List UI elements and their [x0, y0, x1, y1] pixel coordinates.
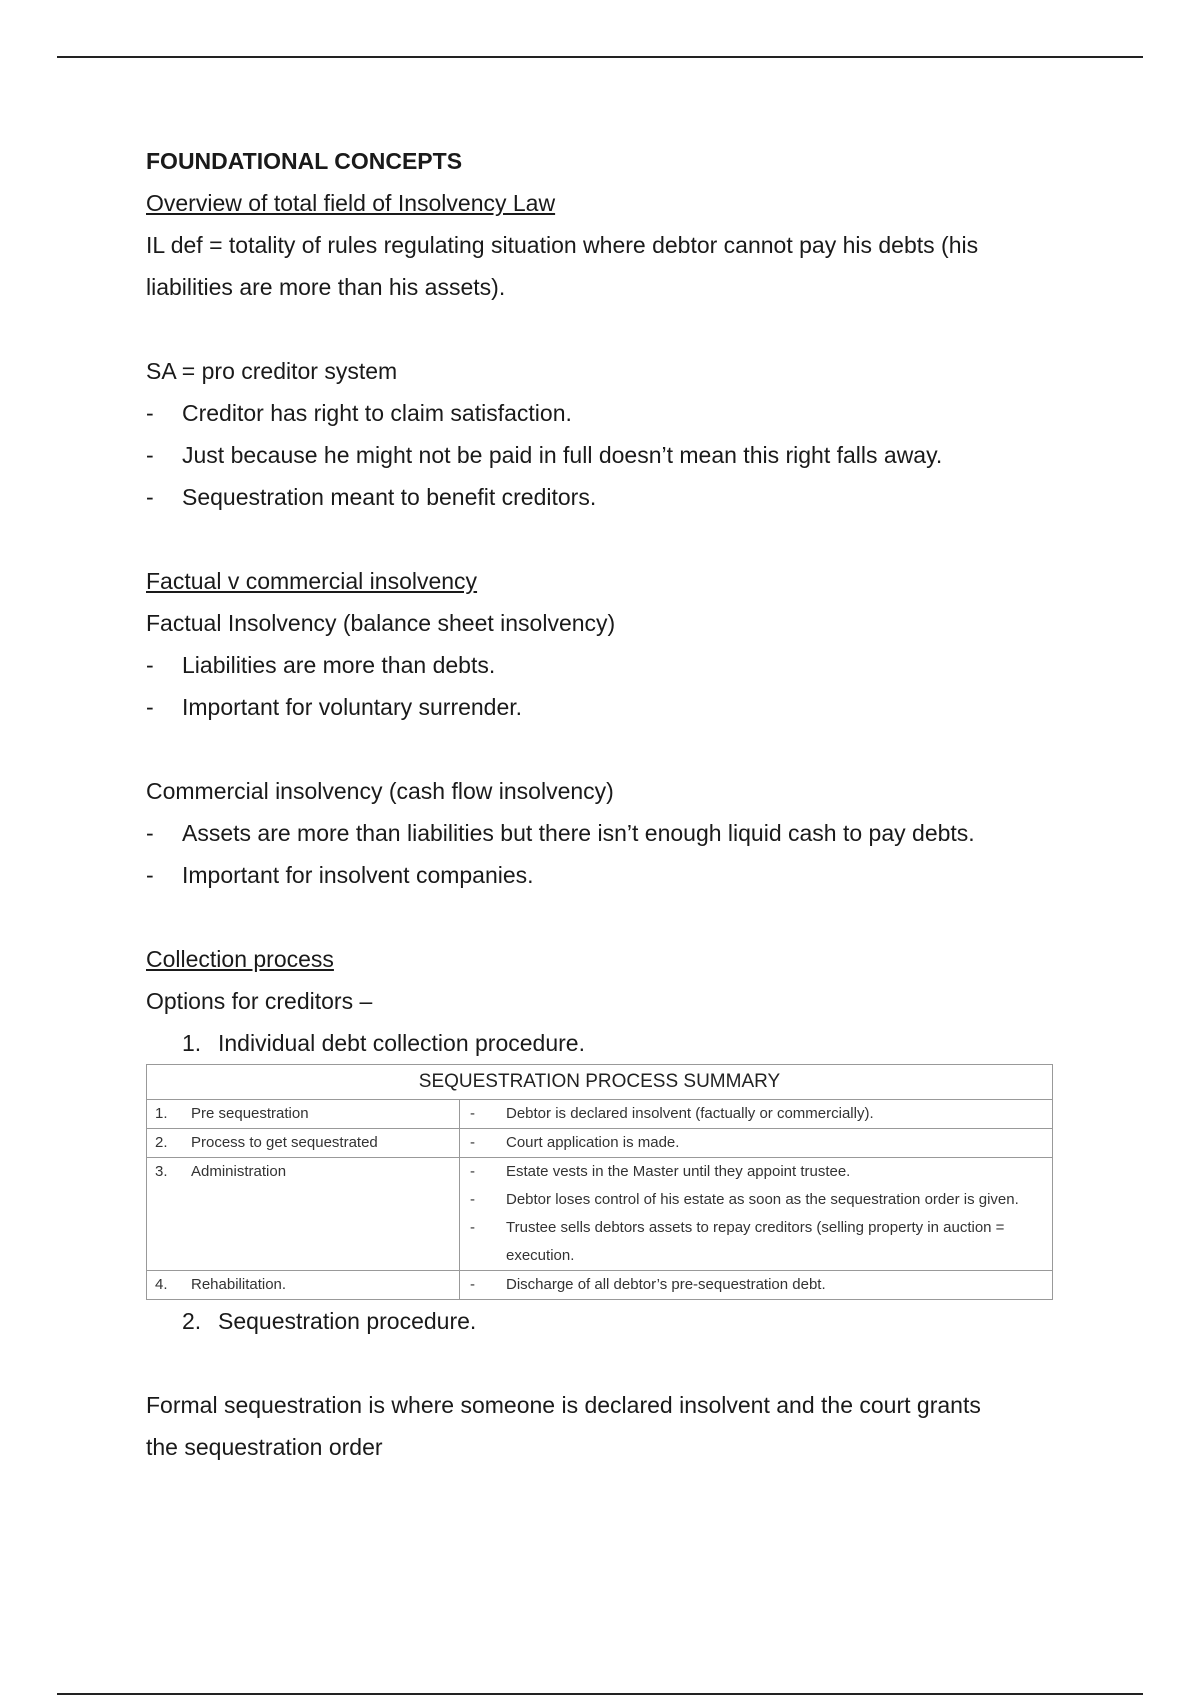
- sequestration-summary-table: [146, 1064, 1053, 1300]
- options-list-2: [146, 1300, 1066, 1342]
- closing-line-2: the sequestration order: [146, 1434, 383, 1460]
- factual-bullet-list: [146, 644, 1066, 728]
- stage-label: Administration: [191, 1163, 287, 1180]
- list-item: - Important for insolvent companies.: [146, 854, 1066, 896]
- commercial-title: Commercial insolvency (cash flow insolvency): [146, 778, 614, 804]
- option-text: Sequestration procedure.: [218, 1308, 477, 1334]
- table-row: [147, 1158, 1053, 1271]
- section-heading-collection: Collection process: [146, 946, 334, 972]
- list-item: - Liabilities are more than debts.: [146, 644, 1066, 686]
- stage-label: Process to get sequestrated: [191, 1134, 378, 1151]
- row-number: 4.: [155, 1276, 168, 1293]
- row-number: 2.: [155, 1134, 168, 1151]
- detail-item: - Discharge of all debtor’s pre-sequestration debt.: [460, 1271, 1052, 1299]
- bottom-rule: [57, 1693, 1143, 1695]
- detail-item: - Debtor is declared insolvent (factually or commercially).: [460, 1100, 1052, 1128]
- definition-line-1: IL def = totality of rules regulating situation where debtor cannot pay his debts (his: [146, 232, 979, 258]
- sa-bullet-list: [146, 392, 1066, 518]
- row-number: 1.: [155, 1105, 168, 1122]
- section-heading-insolvency: Factual v commercial insolvency: [146, 568, 478, 594]
- closing-line-1: Formal sequestration is where someone is declared insolvent and the court grants: [146, 1392, 981, 1418]
- stage-label: Rehabilitation.: [191, 1276, 287, 1293]
- detail-item: - Debtor loses control of his estate as soon as the sequestration order is given.: [460, 1186, 1052, 1214]
- table-row: [147, 1271, 1053, 1300]
- list-number: 1.: [182, 1030, 202, 1056]
- top-rule: [57, 56, 1143, 58]
- list-number: 2.: [182, 1308, 202, 1334]
- options-list-1: [146, 1022, 1066, 1064]
- table-caption: SEQUESTRATION PROCESS SUMMARY: [147, 1065, 1053, 1100]
- row-number: 3.: [155, 1163, 168, 1180]
- list-item: - Just because he might not be paid in full doesn’t mean this right falls away.: [146, 434, 1066, 476]
- list-item: [146, 1300, 1066, 1342]
- table-row: [147, 1100, 1053, 1129]
- list-item: - Sequestration meant to benefit creditors.: [146, 476, 1066, 518]
- document-page: [146, 140, 1066, 1468]
- sa-intro: SA = pro creditor system: [146, 358, 398, 384]
- detail-item: - Trustee sells debtors assets to repay creditors (selling property in auction = execution.: [460, 1214, 1052, 1270]
- creditor-options-intro: Options for creditors –: [146, 988, 373, 1014]
- list-item: - Assets are more than liabilities but there isn’t enough liquid cash to pay debts.: [146, 812, 1066, 854]
- commercial-bullet-list: [146, 812, 1066, 896]
- page-title: FOUNDATIONAL CONCEPTS: [146, 148, 463, 174]
- list-item: - Important for voluntary surrender.: [146, 686, 1066, 728]
- list-item: [146, 1022, 1066, 1064]
- table-row: [147, 1129, 1053, 1158]
- option-text: Individual debt collection procedure.: [218, 1030, 585, 1056]
- detail-item: - Court application is made.: [460, 1129, 1052, 1157]
- factual-title: Factual Insolvency (balance sheet insolvency): [146, 610, 616, 636]
- list-item: - Creditor has right to claim satisfaction.: [146, 392, 1066, 434]
- definition-line-2: liabilities are more than his assets).: [146, 274, 506, 300]
- detail-item: - Estate vests in the Master until they appoint trustee.: [460, 1158, 1052, 1186]
- section-heading-overview: Overview of total field of Insolvency Law: [146, 190, 556, 216]
- stage-label: Pre sequestration: [191, 1105, 309, 1122]
